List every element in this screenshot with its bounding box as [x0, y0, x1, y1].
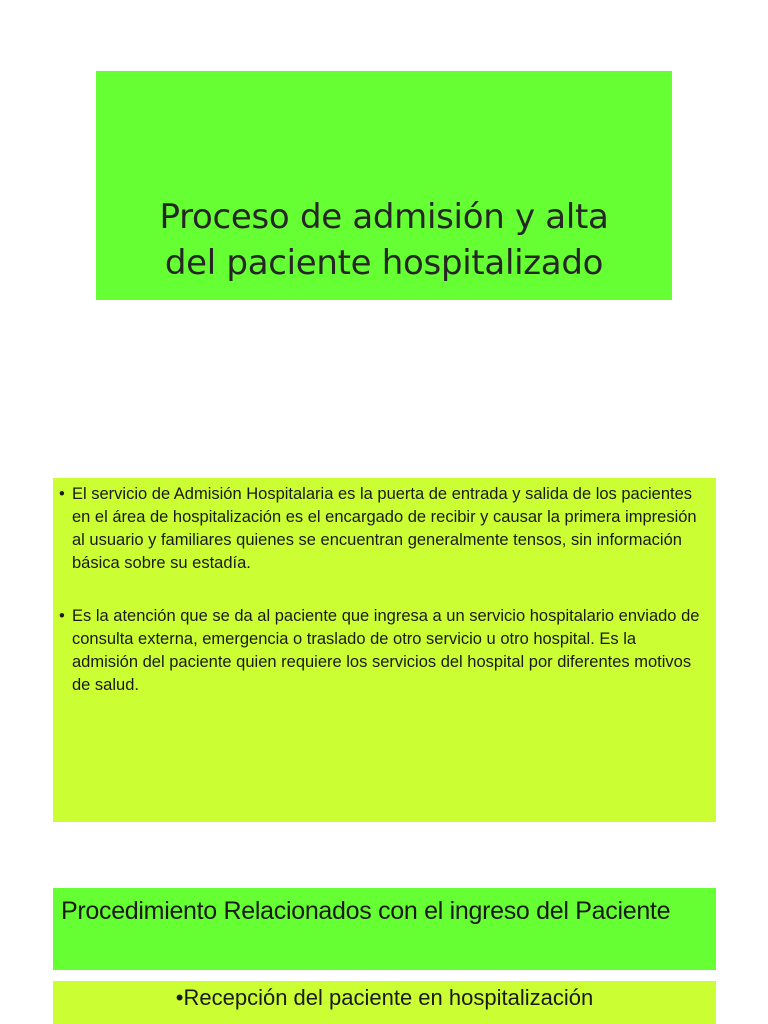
- section-content-slide: [53, 981, 716, 1024]
- bullet-item-admission-service: [59, 483, 702, 575]
- slide-title: [159, 194, 608, 286]
- bullet-marker: •: [175, 985, 184, 1010]
- bullet-list: [59, 483, 702, 697]
- section-first-item: [53, 983, 716, 1013]
- bullet-text: El servicio de Admisión Hospitalaria es la puerta de entrada y salida de los pacientes en el área de hospitalización es el encargado de recibir y causar la primera impresión al usuario y familiares quienes se encuentran generalmente tensos, sin información básica sobre su estadía.: [72, 485, 697, 572]
- title-slide: [96, 71, 672, 300]
- slide-title-line-1: Proceso de admisión y alta: [159, 197, 609, 237]
- bullet-item-patient-attention: [59, 605, 702, 697]
- section-header-slide: [53, 888, 716, 970]
- section-first-item-text: Recepción del paciente en hospitalización: [183, 985, 594, 1010]
- content-slide: [53, 478, 716, 822]
- bullet-marker: •: [59, 607, 65, 625]
- bullet-text: Es la atención que se da al paciente que ingresa a un servicio hospitalario enviado de consulta externa, emergencia o traslado de otro servicio u otro hospital. Es la admisión del paciente quien requiere los servicios del hospital por diferentes motivos de salud.: [72, 607, 700, 694]
- slide-title-line-2: del paciente hospitalizado: [164, 243, 604, 283]
- section-header: Procedimiento Relacionados con el ingreso del Paciente: [61, 897, 671, 925]
- bullet-marker: •: [59, 485, 65, 503]
